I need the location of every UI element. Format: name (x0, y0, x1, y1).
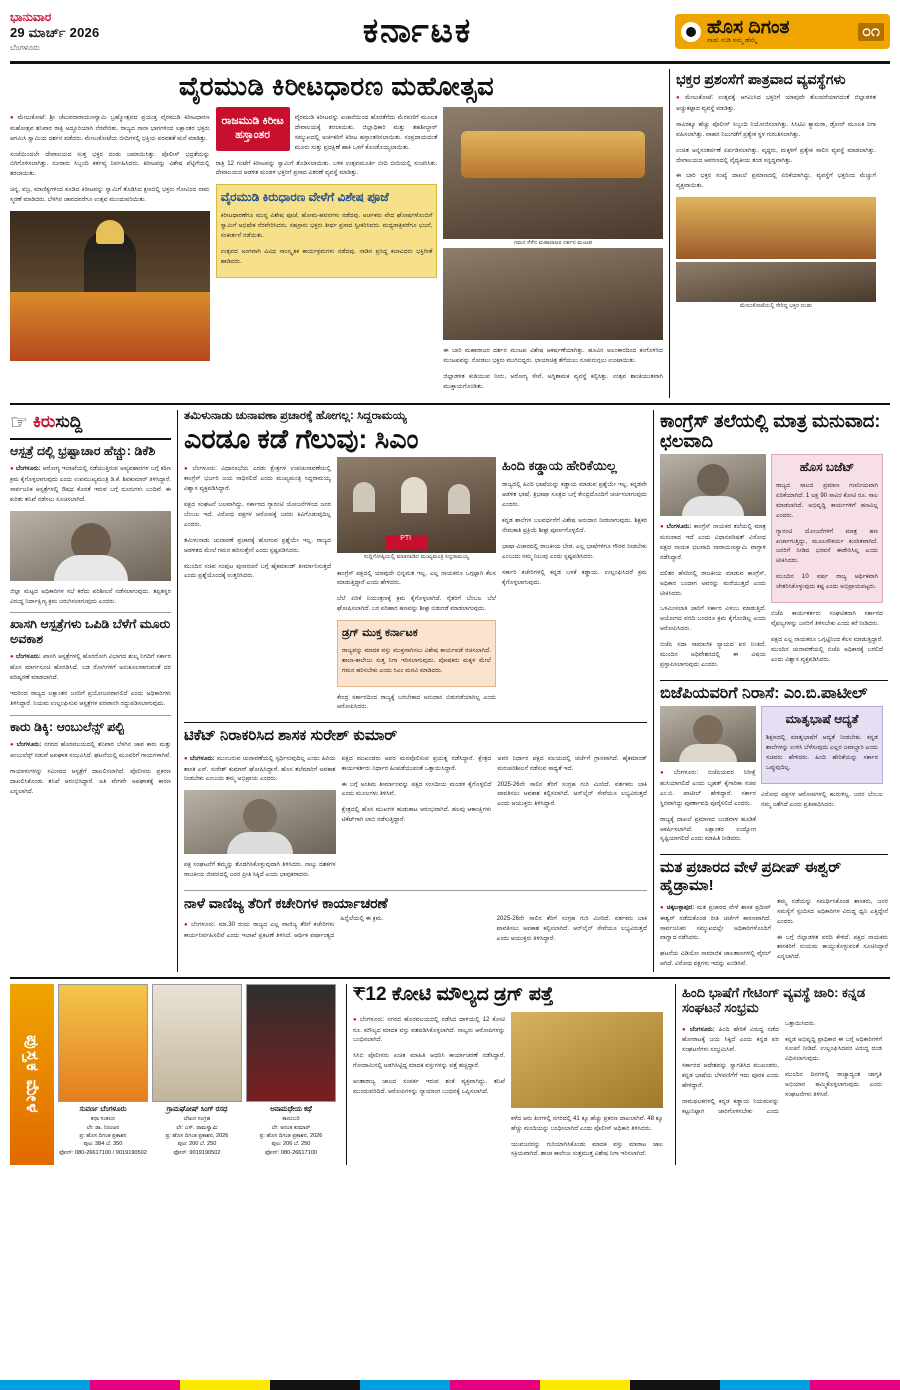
paragraph: ಘಟನೆಯ ವಿಡಿಯೋ ಸಾಮಾಜಿಕ ಜಾಲತಾಣಗಳಲ್ಲಿ ವೈರಲ್ ಆಗಿದೆ. ವಿರೋಧ ಪಕ್ಷಗಳು ಇದನ್ನು ಖಂಡಿಸಿವೆ. (660, 950, 771, 968)
brief-paragraph: ಗಾಯಾಳುಗಳನ್ನು ಸಮೀಪದ ಆಸ್ಪತ್ರೆಗೆ ದಾಖಲಿಸಲಾಗಿದೆ. ಪೊಲೀಸರು ಪ್ರಕರಣ ದಾಖಲಿಸಿಕೊಂಡು ತನಿಖೆ ಆರಂಭಿಸಿದ್ದಾರೆ. ಅತಿ ವೇಗವೇ ಅಪಘಾತಕ್ಕೆ ಕಾರಣ ಎನ್ನಲಾಗಿದೆ. (10, 767, 171, 795)
paragraph: ಹಿಂದಿ ಹೇರಿಕೆ ವಿರುದ್ಧ ನಡೆದ ಹೋರಾಟಕ್ಕೆ ಜಯ ಸಿಕ್ಕಿದೆ ಎಂದು ಕನ್ನಡ ಪರ ಸಂಘಟನೆಗಳು ಸಂಭ್ರಮಿಸಿವೆ. (682, 1025, 779, 1054)
kirusuddi-title-b: ಸುದ್ದಿ (55, 412, 83, 432)
book-cover (58, 984, 148, 1102)
paragraph: ಸಿಸಿಬಿ ಪೊಲೀಸರು ಖಚಿತ ಮಾಹಿತಿ ಆಧರಿಸಿ ಕಾರ್ಯಾಚರಣೆ ನಡೆಸಿದ್ದಾರೆ. ಗೋದಾಮಿನಲ್ಲಿ ಅಡಗಿಸಿಟ್ಟಿದ್ದ ಮಾದಕ ವಸ್ತುಗಳನ್ನು ಪತ್ತೆ ಹಚ್ಚಿದ್ದಾರೆ. (353, 1052, 505, 1070)
paragraph: ಪಕ್ಷ ಸಂಘಟನೆಗೆ ತಮ್ಮನ್ನು ತೊಡಗಿಸಿಕೊಳ್ಳುವುದಾಗಿ ತಿಳಿಸಿದರು. ನಾಲ್ಕು ದಶಕಗಳ ರಾಜಕೀಯ ಜೀವನದಲ್ಲಿ ಜನರ ಪ್ರೀತಿ ಸಿಕ್ಕಿದೆ ಎಂದು ಭಾವುಕರಾದರು. (184, 861, 336, 879)
box-headline: ಹೊಸ ಬಜೆಟ್ (799, 460, 855, 475)
box-headline: ಡ್ರಗ್ ಮುಕ್ತ ಕರ್ನಾಟಕ (342, 627, 418, 640)
box-headline: ವೈರಮುಡಿ ಕಿರುಧಾರಣ ವೇಳೆಗೆ ವಿಶೇಷ ಪೂಜೆ (220, 190, 389, 205)
side-paragraph: ಉಚಿತ ಅನ್ನಸಂತರ್ಪಣೆ ಏರ್ಪಡಿಸಲಾಗಿತ್ತು. ವೃದ್ಧರು, ಮಕ್ಕಳಿಗೆ ಪ್ರತ್ಯೇಕ ಸಾಲಿನ ವ್ಯವಸ್ಥೆ ಮಾಡಲಾಗಿತ್ತು. ದೇವಾಲಯದ ಆವರಣದಲ್ಲಿ ವೈದ್ಯಕೀಯ ತಂಡ ಸನ್ನದ್ಧವಾಗಿತ್ತು. (676, 146, 876, 164)
photo-caption: ಗಮನ ಸೆಳೆದ ಮಹಾರಾಜರ ದರ್ಶನ ಮಂಟಪ (514, 240, 593, 246)
paragraph: ಬಿಜೆಪಿ ಸದಾ ಸಾಮಾಜಿಕ ನ್ಯಾಯದ ಪರ ನಿಂತಿದೆ. ಮುಂದಿನ ಅಧಿವೇಶನದಲ್ಲಿ ಈ ವಿಷಯ ಪ್ರಸ್ತಾಪಿಸಲಾಗುವುದು ಎಂದರು. (660, 641, 766, 668)
book-phone: ಫೋನ್: 080-26617100 / 9019190502 (59, 1149, 147, 1156)
side-headline: ಭಕ್ತರ ಪ್ರಶಂಸೆಗೆ ಪಾತ್ರವಾದ ವ್ಯವಸ್ಥೆಗಳು (676, 71, 846, 87)
kirusuddi-column (10, 410, 178, 972)
bottom-section (10, 977, 890, 1166)
book-pages-price: ಪುಟ: 206 ಬೆ. 250 (271, 1141, 311, 1148)
story-badge: ರಾಜಮುಡಿ ಕಿರೀಟ ಹಸ್ತಾಂತರ (216, 107, 290, 151)
paragraph: ಪಕ್ಷದ ಮುಖಂಡರು ಅವರ ಮನವೊಲಿಸುವ ಪ್ರಯತ್ನ ನಡೆಸಿದ್ದಾರೆ. ಕ್ಷೇತ್ರದ ಕಾರ್ಯಕರ್ತರು ನಿರ್ಧಾರ ಹಿಂಪಡೆಯುವಂತೆ ಒತ್ತಾಯಿಸಿದ್ದಾರೆ. (341, 754, 492, 772)
brief-paragraph: ಖಾಸಗಿ ಆಸ್ಪತ್ರೆಗಳಲ್ಲಿ ಹೊರರೋಗಿ ವಿಭಾಗದ ಶುಲ್ಕ ನಿಗದಿಗೆ ಸರ್ಕಾರ ಹೊಸ ಮಾರ್ಗಸೂಚಿ ಹೊರಡಿಸಿದೆ. ಬಡ ರೋಗಿಗಳಿಗೆ ಅನುಕೂಲವಾಗುವಂತೆ ದರ ಪರಿಷ್ಕರಣೆ ಮಾಡಲಾಗಿದೆ. (10, 653, 171, 681)
brief-paragraph: ನಗರದ ಹೊರವಲಯದಲ್ಲಿ ಶನಿವಾರ ಬೆಳಗಿನ ಜಾವ ಕಾರು ಮತ್ತು ಆಂಬುಲೆನ್ಸ್ ನಡುವೆ ಅಪಘಾತ ಸಂಭವಿಸಿದೆ. ಘಟನೆಯಲ್ಲಿ ಮೂವರಿಗೆ ಗಾಯಗಳಾಗಿವೆ. (10, 741, 172, 759)
politician-photo-suresh-kumar (184, 790, 336, 854)
paragraph: ಈ ಬಗ್ಗೆ ಜಿಲ್ಲಾಡಳಿತ ವರದಿ ಕೇಳಿದೆ. ಪಕ್ಷದ ನಾಯಕರು ಶಾಸಕರಿಗೆ ಸಂಯಮ ಕಾಯ್ದುಕೊಳ್ಳುವಂತೆ ಸೂಚಿಸಿದ್ದಾರೆ ಎನ್ನಲಾಗಿದೆ. (777, 933, 888, 961)
center-paragraph: ರಾಜ್ಯದಲ್ಲಿ ಹಿಂದಿ ಭಾಷೆಯನ್ನು ಕಡ್ಡಾಯ ಮಾಡುವ ಪ್ರಶ್ನೆಯೇ ಇಲ್ಲ. ಕನ್ನಡವೇ ಆಡಳಿತ ಭಾಷೆ. ತ್ರಿಭಾಷಾ ಸೂತ್ರದ ಬಗ್ಗೆ ಕೇಂದ್ರದೊಂದಿಗೆ ಚರ್ಚಿಸಲಾಗುವುದು ಎಂದರು. (501, 481, 647, 509)
drug-story (346, 984, 676, 1166)
lead-column-1 (10, 107, 210, 398)
center-paragraph: ಕಾಂಗ್ರೆಸ್ ಪಕ್ಷದಲ್ಲಿ ಯಾವುದೇ ಭಿನ್ನಮತ ಇಲ್ಲ. ಎಲ್ಲ ನಾಯಕರೂ ಒಗ್ಗಟ್ಟಾಗಿ ಕೆಲಸ ಮಾಡುತ್ತಿದ್ದಾರೆ ಎಂದು ಹೇಳಿದರು. (337, 569, 496, 587)
right-column (660, 410, 888, 972)
box-paragraph: ರಾಜ್ಯವನ್ನು ಮಾದಕ ವಸ್ತು ಮುಕ್ತವಾಗಿಸಲು ವಿಶೇಷ ಕಾರ್ಯಪಡೆ ರಚಿಸಲಾಗಿದೆ. ಶಾಲಾ-ಕಾಲೇಜು ಸುತ್ತ ನಿಗಾ ಇರಿಸಲಾಗುವುದು. ಪೋಷಕರು ಮಕ್ಕಳ ಮೇಲೆ ಗಮನ ಹರಿಸಬೇಕು ಎಂದು ಸಿಎಂ ಮನವಿ ಮಾಡಿದರು. (342, 646, 491, 674)
book-subtitle: ಲೇಖನ ಸಂಗ್ರಹ (183, 1116, 211, 1123)
box-paragraph: ಉತ್ಸವದ ಅಂಗವಾಗಿ ವಿವಿಧ ಸಾಂಸ್ಕೃತಿಕ ಕಾರ್ಯಕ್ರಮಗಳು ನಡೆದವು. ನಾಡಿನ ಪ್ರಸಿದ್ಧ ಕಲಾವಿದರು ಭಕ್ತಿಗೀತೆ ಹಾಡಿದರು. (220, 248, 433, 265)
dateline: ಬೆಂಗಳೂರು: (15, 465, 41, 473)
sun-icon (681, 22, 701, 42)
masthead-day: ಭಾನುವಾರ (10, 10, 52, 24)
brief-paragraph: ಆರೋಗ್ಯ ಇಲಾಖೆಯಲ್ಲಿ ನಡೆಯುತ್ತಿರುವ ಅವ್ಯವಹಾರಗಳ ಬಗ್ಗೆ ಕಠಿಣ ಕ್ರಮ ಕೈಗೊಳ್ಳಲಾಗುವುದು ಎಂದು ಉಪಮುಖ್ಯಮಂತ್ರಿ ಡಿ.ಕೆ. ಶಿವಕುಮಾರ್ ತಿಳಿಸಿದ್ದಾರೆ. ಸಾರ್ವಜನಿಕ ಆಸ್ಪತ್ರೆಗಳಲ್ಲಿ ಔಷಧ ಕೊರತೆ ಇರುವ ಬಗ್ಗೆ ದೂರುಗಳು ಬಂದಿವೆ. ಈ ಕುರಿತು ತನಿಖೆ ನಡೆಸಲು ಸೂಚಿಸಲಾಗಿದೆ. (10, 465, 171, 503)
book-author: ಲೇ: ಎಸ್. ರಾಮಸ್ವಾಮಿ (176, 1124, 218, 1131)
lead-paragraph: ರಾತ್ರಿ 12 ಗಂಟೆಗೆ ಕಿರೀಟವನ್ನು ಸ್ವಾಮಿಗೆ ತೊಡಿಸಲಾಯಿತು. ಬಳಿಕ ಉತ್ಸವಮೂರ್ತಿ ಬೀದಿ ಬೀದಿಯಲ್ಲಿ ಸಂಚರಿಸಿತು. ದೇವಾಲಯದ ಆಡಳಿತ ಮಂಡಳಿ ಭಕ್ತರಿಗೆ ಪ್ರಸಾದ ವಿತರಣೆ ವ್ಯವಸ್ಥೆ ಮಾಡಿತ್ತು. (215, 159, 438, 177)
budget-box (771, 454, 883, 603)
center-col-3 (502, 457, 647, 718)
brief-headline-2: ಖಾಸಗಿ ಆಸ್ಪತ್ರೆಗಳು ಒಪಿಡಿ ಬೆಳೆಗೆ ಮೂರು ಅವಕಾಶ (10, 617, 171, 646)
book-title: ಸುವರ್ಣ ಬೆಂಗಳೂರು (79, 1105, 127, 1113)
paragraph: ದಲಿತರ ಹೆಸರಿನಲ್ಲಿ ರಾಜಕೀಯ ಮಾಡುವ ಕಾಂಗ್ರೆಸ್, ಅಧಿಕಾರ ಬಂದಾಗ ಅವರನ್ನು ಮರೆಯುತ್ತದೆ ಎಂದು ಟೀಕಿಸಿದರು. (660, 569, 766, 597)
lead-section (10, 69, 890, 398)
paragraph: ಮತ ಪ್ರಚಾರದ ವೇಳೆ ಶಾಸಕ ಪ್ರದೀಪ್ ಈಶ್ವರ್ ನಡೆದುಕೊಂಡ ರೀತಿ ಚರ್ಚೆಗೆ ಕಾರಣವಾಗಿದೆ. ಸಾರ್ವಜನಿಕರ ಸಮ್ಮುಖದಲ್ಲೇ ಅಧಿಕಾರಿಗಳೊಂದಿಗೆ ವಾಗ್ವಾದ ನಡೆಸಿದರು. (660, 903, 772, 942)
lead-headline: ವೈರಮುಡಿ ಕಿರೀಟಧಾರಣ ಮಹೋತ್ಸವ (178, 71, 495, 101)
paragraph: ಕ್ಷೇತ್ರದಲ್ಲಿ ಹೊಸ ಮುಖಗಳ ಹುಡುಕಾಟ ಆರಂಭವಾಗಿದೆ. ಹಲವು ಆಕಾಂಕ್ಷಿಗಳು ಟಿಕೆಟ್‌ಗಾಗಿ ಲಾಬಿ ನಡೆಸುತ್ತಿದ್ದಾರೆ. (341, 806, 492, 824)
ad-rail (10, 984, 54, 1166)
side-paragraph: ಸಾವಿರಕ್ಕೂ ಹೆಚ್ಚು ಪೊಲೀಸ್ ಸಿಬ್ಬಂದಿ ನಿಯೋಜಿಸಲಾಗಿತ್ತು. ಸಿಸಿಟಿವಿ ಕ್ಯಾಮರಾ, ಡ್ರೋನ್ ಮೂಲಕ ನಿಗಾ ವಹಿಸಲಾಗಿತ್ತು. ವಾಹನ ನಿಲುಗಡೆಗೆ ಪ್ರತ್ಯೇಕ ಸ್ಥಳ ಗುರುತಿಸಲಾಗಿತ್ತು. (676, 120, 876, 138)
center-headline: ಎರಡೂ ಕಡೆ ಗೆಲುವು: ಸಿಎಂ (184, 423, 419, 454)
suresh-col-1 (184, 748, 336, 887)
suresh-col-3 (497, 748, 647, 887)
book-phone: ಫೋನ್: 9019190502 (173, 1149, 221, 1156)
festival-photo (676, 197, 876, 259)
seized-drugs-photo (511, 1012, 663, 1108)
suresh-kumar-headline: ಟಿಕೆಟ್ ನಿರಾಕರಿಸಿದ ಶಾಸಕ ಸುರೇಶ್ ಕುಮಾರ್ (184, 727, 398, 745)
center-col-2 (337, 457, 496, 718)
center-paragraph: ಪಕ್ಷದ ಸಂಘಟನೆ ಬಲವಾಗಿದ್ದು, ಸರ್ಕಾರದ ಗ್ಯಾರಂಟಿ ಯೋಜನೆಗಳಿಂದ ಜನರ ಬೆಂಬಲ ಇದೆ. ವಿರೋಧ ಪಕ್ಷಗಳ ಆರೋಪಕ್ಕೆ ಜನರು ಕಿವಿಗೊಡುವುದಿಲ್ಲ ಎಂದರು. (184, 501, 332, 528)
chalavadi-headline: ಕಾಂಗ್ರೆಸ್ ತಲೆಯಲ್ಲಿ ಮಾತ್ರ ಮನುವಾದ: ಛಲವಾದಿ (660, 410, 881, 451)
story-kicker: ತಮಿಳುನಾಡು ಚುನಾವಣಾ ಪ್ರಚಾರಕ್ಕೆ ಹೋಗಲ್ಲ: ಸಿದ್ದರಾಮಯ್ಯ (184, 409, 407, 422)
center-paragraph: ಕೇಂದ್ರ ಸರ್ಕಾರದಿಂದ ರಾಜ್ಯಕ್ಕೆ ಬರಬೇಕಾದ ಅನುದಾನ ಬಿಡುಗಡೆಯಾಗಿಲ್ಲ ಎಂದು ಆರೋಪಿಸಿದರು. (337, 693, 496, 711)
book-ads (10, 984, 340, 1166)
kirusuddi-title-a: ಕಿರು (32, 412, 56, 432)
hindi-headline: ಹಿಂದಿ ಕಡ್ಡಾಯ ಹೇರಿಕೆಯಿಲ್ಲ (501, 458, 617, 474)
book-publisher: ಪ್ರ: ಹೊಸ ದಿಗಂತ ಪ್ರಕಾಶನ, 2026 (165, 1132, 229, 1139)
lead-side-story (676, 69, 876, 398)
bottom-right-headline: ಹಿಂದಿ ಭಾಷೆಗೆ ಗೇಟಿಂಗ್ ವ್ಯವಸ್ಥೆ ಜಾರಿ: ಕನ್ನಡ ಸಂಘಟನೆ ಸಂಭ್ರಮ (682, 984, 866, 1015)
pradeep-headline: ಮತ ಪ್ರಚಾರದ ವೇಳೆ ಪ್ರದೀಪ್ ಈಶ್ವರ್ ಹೈಡ್ರಾಮಾ! (660, 859, 842, 894)
paragraph: ● ಬೆಂಗಳೂರು: ಬಿಜೆಪಿಯವರ ನಿರೀಕ್ಷೆ ಹುಸಿಯಾಗಲಿದೆ ಎಂದು ಬೃಹತ್ ಕೈಗಾರಿಕಾ ಸಚಿವ ಎಂ.ಬಿ. ಪಾಟೀಲ್ ಹೇಳಿದ್ದಾರೆ. ಸರ್ಕಾರ ಸ್ಥಿರವಾಗಿದ್ದು ಪೂರ್ಣಾವಧಿ ಪೂರೈಸಲಿದೆ ಎಂದರು. (660, 768, 756, 808)
paragraph: ಈ ಬಗ್ಗೆ ಅಂತಿಮ ತೀರ್ಮಾನವನ್ನು ಪಕ್ಷದ ಸಂಸದೀಯ ಮಂಡಳಿ ಕೈಗೊಳ್ಳಲಿದೆ ಎಂದು ಮೂಲಗಳು ತಿಳಿಸಿವೆ. (341, 780, 492, 798)
paragraph: ಮುಂಬರುವ ಚುನಾವಣೆಯಲ್ಲಿ ಸ್ಪರ್ಧಿಸುವುದಿಲ್ಲ ಎಂದು ಹಿರಿಯ ಶಾಸಕ ಎಸ್. ಸುರೇಶ್ ಕುಮಾರ್ ಘೋಷಿಸಿದ್ದಾರೆ. ಹೊಸ ತಲೆಮಾರಿಗೆ ಅವಕಾಶ ನೀಡಬೇಕು ಎಂಬುದು ತಮ್ಮ ಅಭಿಪ್ರಾಯ ಎಂದರು. (184, 754, 336, 783)
side-paragraph: ಈ ಬಾರಿ ಭಕ್ತರ ಸಂಖ್ಯೆ ದಾಖಲೆ ಪ್ರಮಾಣದಲ್ಲಿ ಏರಿಕೆಯಾಗಿದ್ದು, ವ್ಯವಸ್ಥೆಗೆ ಭಕ್ತರಿಂದ ಮೆಚ್ಚುಗೆ ವ್ಯಕ್ತವಾಯಿತು. (676, 172, 876, 190)
photo-caption: ಮೇಲುಕೋಟೆಯಲ್ಲಿ ಸೇರಿದ್ದ ಭಕ್ತರ ದಂಡು (739, 303, 813, 310)
center-paragraph: ಬೆಲೆ ಏರಿಕೆ ನಿಯಂತ್ರಣಕ್ಕೆ ಕ್ರಮ ಕೈಗೊಳ್ಳಲಾಗಿದೆ. ರೈತರಿಗೆ ಬೆಂಬಲ ಬೆಲೆ ಘೋಷಿಸಲಾಗಿದೆ. ಬರ ಪರಿಹಾರ ಹಣವನ್ನು ಶೀಘ್ರ ಬಿಡುಗಡೆ ಮಾಡಲಾಗುವುದು. (337, 595, 496, 613)
dateline: ಬೆಂಗಳೂರು: (666, 523, 692, 531)
paragraph: ಪಕ್ಷದ ಎಲ್ಲ ನಾಯಕರೂ ಒಗ್ಗಟ್ಟಿನಿಂದ ಕೆಲಸ ಮಾಡುತ್ತಿದ್ದಾರೆ. ಮುಂದಿನ ಚುನಾವಣೆಯಲ್ಲಿ ಬಿಜೆಪಿ ಅಧಿಕಾರಕ್ಕೆ ಬರಲಿದೆ ಎಂದು ವಿಶ್ವಾಸ ವ್ಯಕ್ತಪಡಿಸಿದರು. (771, 635, 883, 663)
devotees-photo (676, 262, 876, 302)
paragraph: ಕನ್ನಡ ಅಭಿವೃದ್ಧಿ ಪ್ರಾಧಿಕಾರ ಈ ಬಗ್ಗೆ ಅಧಿಕಾರಿಗಳಿಗೆ ಸೂಚನೆ ನೀಡಿದೆ. ಉಲ್ಲಂಘಿಸಿದವರ ವಿರುದ್ಧ ದಂಡ ವಿಧಿಸಲಾಗುವುದು. (785, 1035, 882, 1063)
procession-photo (443, 107, 663, 239)
paragraph: ಸರ್ಕಾರದ ಆದೇಶವನ್ನು ಸ್ವಾಗತಿಸಿದ ಮುಖಂಡರು, ಕನ್ನಡ ಭಾಷೆಯ ಬೆಳವಣಿಗೆಗೆ ಇದು ಪೂರಕ ಎಂದು ಹೇಳಿದ್ದಾರೆ. (682, 1062, 779, 1089)
book-ad-2[interactable] (152, 984, 242, 1166)
book-subtitle: ಕಥಾ ಸಂಕಲನ (90, 1116, 116, 1123)
middle-section (10, 403, 890, 972)
tax-office-headline: ನಾಳೆ ವಾಣಿಜ್ಯ ತೆರಿಗೆ ಕಚೇರಿಗಳ ಕಾರ್ಯಾಚರಣೆ (184, 895, 388, 912)
book-author: ಲೇ: ಅನಂತ ಕುಮಾರ್ (271, 1124, 311, 1131)
dateline: ಬೆಂಗಳೂರು: (190, 754, 215, 762)
brief-paragraph: ಜಿಲ್ಲಾ ಮಟ್ಟದ ಅಧಿಕಾರಿಗಳ ಸಭೆ ಕರೆದು ಪರಿಶೀಲನೆ ನಡೆಸಲಾಗುವುದು. ತಪ್ಪಿತಸ್ಥರ ವಿರುದ್ಧ ನಿರ್ದಾಕ್ಷಿಣ್ಯ ಕ್ರಮ ಜರುಗಿಸಲಾಗುವುದು ಎಂದರು. (10, 587, 171, 605)
book-cover (152, 984, 242, 1102)
lead-paragraph: ಜಿಲ್ಲಾಡಳಿತ ಕುಡಿಯುವ ನೀರು, ಆರೋಗ್ಯ ಸೇವೆ, ಅಗ್ನಿಶಾಮಕ ವ್ಯವಸ್ಥೆ ಕಲ್ಪಿಸಿತ್ತು. ಉತ್ಸವ ಶಾಂತಿಯುತವಾಗಿ ಮುಕ್ತಾಯಗೊಂಡಿತು. (443, 372, 663, 390)
lead-paragraph: ಈ ಬಾರಿ ಮಹಾರಾಜರ ದರ್ಶನ ಮಂಟಪ ವಿಶೇಷ ಆಕರ್ಷಣೆಯಾಗಿತ್ತು. ಹೂವಿನ ಅಲಂಕಾರದಿಂದ ಕಂಗೊಳಿಸಿದ ಮಂಟಪವನ್ನು ನೋಡಲು ಭಕ್ತರು ಮುಗಿಬಿದ್ದರು. ಛಾಯಾಚಿತ್ರ ತೆಗೆಯಲು ನೂಕುನುಗ್ಗಲು ಉಂಟಾಯಿತು. (443, 347, 663, 364)
paragraph: ಅವರ ನಿರ್ಧಾರ ಪಕ್ಷದ ವಲಯದಲ್ಲಿ ಚರ್ಚೆಗೆ ಗ್ರಾಸವಾಗಿದೆ. ಹೈಕಮಾಂಡ್ ಮರುಪರಿಶೀಲನೆ ನಡೆಸುವ ಸಾಧ್ಯತೆ ಇದೆ. (497, 754, 647, 772)
politician-photo-mbpatil (660, 706, 756, 762)
box-paragraph: ರಾಜ್ಯದ ಸಾಲದ ಪ್ರಮಾಣ ಗಣನೀಯವಾಗಿ ಏರಿಕೆಯಾಗಿದೆ. 1 ಲಕ್ಷ 90 ಸಾವಿರ ಕೋಟಿ ರೂ. ಸಾಲ ಮಾಡಲಾಗಿದೆ. ಅಭಿವೃದ್ಧಿ ಕಾರ್ಯಗಳಿಗೆ ಹಣವಿಲ್ಲ ಎಂದರು. (776, 482, 878, 519)
lead-paragraph: ಸಂಜೆಯಿಂದಲೇ ದೇವಾಲಯದ ಸುತ್ತ ಭಕ್ತರ ದಂಡು ಜಮಾಯಿಸಿತ್ತು. ಪೊಲೀಸ್ ಭದ್ರತೆಯನ್ನು ಬಿಗಿಗೊಳಿಸಲಾಗಿತ್ತು. ನೂರಾರು ಸಿಬ್ಬಂದಿ ಕರ್ತವ್ಯ ನಿರ್ವಹಿಸಿದರು. ಕಿರೀಟವನ್ನು ವಿಶೇಷ ಪೆಟ್ಟಿಗೆಯಲ್ಲಿ ತರಲಾಯಿತು. (10, 150, 210, 178)
brief-paragraph: ಇದರಿಂದ ರಾಜ್ಯದ ಲಕ್ಷಾಂತರ ಜನರಿಗೆ ಪ್ರಯೋಜನವಾಗಲಿದೆ ಎಂದು ಅಧಿಕಾರಿಗಳು ತಿಳಿಸಿದ್ದಾರೆ. ನಿಯಮ ಉಲ್ಲಂಘಿಸುವ ಆಸ್ಪತ್ರೆಗಳ ಪರವಾನಗಿ ರದ್ದುಪಡಿಸಲಾಗುವುದು. (10, 689, 171, 707)
dateline: ಬೆಂಗಳೂರು: (689, 1025, 715, 1033)
lead-column-2 (216, 107, 438, 398)
drug-free-box (337, 620, 496, 686)
masthead-left (10, 10, 160, 53)
page-number: ೦೧ (858, 23, 884, 41)
page-title: ಕರ್ನಾಟಕ (362, 12, 473, 50)
hindi-gating-story (682, 984, 882, 1166)
box-headline: ಮಾತೃಭಾಷೆ ಆದ್ಯತೆ (785, 712, 859, 727)
ad-rail-text: ಪುಸ್ತಕ ಮೇಳ (23, 1034, 42, 1115)
brief-headline-3: ಕಾರು ಡಿಕ್ಕಿ: ಆಂಬುಲೆನ್ಸ್ ಪಲ್ಟಿ (10, 719, 125, 734)
politician-photo-dkshivakumar (10, 511, 171, 581)
paragraph: 2025-26ನೇ ಸಾಲಿನ ತೆರಿಗೆ ಸಂಗ್ರಹ ಗುರಿ ಮೀರಿದೆ. ವರ್ತಕರು ಬಾಕಿ ಪಾವತಿಸಲು ಅವಕಾಶ ಕಲ್ಪಿಸಲಾಗಿದೆ. ಆನ್‌ಲೈನ್ ಸೇವೆಯೂ ಲಭ್ಯವಿರುತ್ತದೆ ಎಂದು ಆಯುಕ್ತರು ತಿಳಿಸಿದ್ದಾರೆ. (496, 915, 647, 943)
deity-photo (10, 211, 210, 361)
paragraph: ಬಿಜೆಪಿ ಕಾರ್ಯಕರ್ತರು ಸಂಘಟಿತರಾಗಿ ಸರ್ಕಾರದ ವೈಫಲ್ಯಗಳನ್ನು ಜನರಿಗೆ ತಿಳಿಸಬೇಕು ಎಂದು ಕರೆ ನೀಡಿದರು. (771, 610, 883, 628)
dateline: ಬೆಂಗಳೂರು: (16, 653, 41, 661)
box-paragraph: ಗ್ಯಾರಂಟಿ ಯೋಜನೆಗಳಿಗೆ ಮಾತ್ರ ಹಣ ಖರ್ಚಾಗುತ್ತಿದ್ದು, ಮೂಲಸೌಕರ್ಯ ಕುಂಠಿತವಾಗಿದೆ. ಜನರಿಗೆ ನೀಡಿದ ಭರವಸೆ ಈಡೇರಿಸಿಲ್ಲ ಎಂದು ಟೀಕಿಸಿದರು. (776, 527, 878, 565)
mbpatil-headline: ಬಿಜೆಪಿಯವರಿಗೆ ನಿರಾಸೆ: ಎಂ.ಬಿ.ಪಾಟೀಲ್ (660, 684, 868, 702)
center-paragraph: ● ಬೆಂಗಳೂರು: ವಿಧಾನಸಭೆಯ ಎರಡು ಕ್ಷೇತ್ರಗಳ ಉಪಚುನಾವಣೆಯಲ್ಲಿ ಕಾಂಗ್ರೆಸ್ ಭರ್ಜರಿ ಜಯ ಸಾಧಿಸಲಿದೆ ಎಂದು ಮುಖ್ಯಮಂತ್ರಿ ಸಿದ್ದರಾಮಯ್ಯ ವಿಶ್ವಾಸ ವ್ಯಕ್ತಪಡಿಸಿದ್ದಾರೆ. (184, 464, 331, 494)
paragraph: ಕಾಂಗ್ರೆಸ್ ನಾಯಕರ ತಲೆಯಲ್ಲಿ ಮಾತ್ರ ಮನುವಾದ ಇದೆ ಎಂದು ವಿಧಾನಪರಿಷತ್ ವಿರೋಧ ಪಕ್ಷದ ನಾಯಕ ಛಲವಾದಿ ನಾರಾಯಣಸ್ವಾಮಿ ವಾಗ್ದಾಳಿ ನಡೆಸಿದ್ದಾರೆ. (660, 523, 766, 561)
paragraph: ನಾಮಫಲಕಗಳಲ್ಲಿ ಕನ್ನಡ ಕಡ್ಡಾಯ ನಿಯಮವನ್ನು ಕಟ್ಟುನಿಟ್ಟಾಗಿ ಜಾರಿಗೊಳಿಸಬೇಕು ಎಂದು ಒತ್ತಾಯಿಸಿದರು. (682, 1019, 816, 1115)
book-subtitle: ಕಾದಂಬರಿ (282, 1116, 300, 1123)
book-ad-3[interactable] (246, 984, 336, 1166)
press-conference-photo: PTI (337, 457, 496, 553)
lead-paragraph: ವೈರಮುಡಿ ಕಿರೀಟವನ್ನು ಖಜಾನೆಯಿಂದ ಹೊರತೆಗೆದು ಮೆರವಣಿಗೆ ಮೂಲಕ ದೇವಾಲಯಕ್ಕೆ ತರಲಾಯಿತು. ಜಿಲ್ಲಾಧಿಕಾರಿ ಮತ್ತು ತಹಶೀಲ್ದಾರ್ ಸಮ್ಮುಖದಲ್ಲಿ ಅರ್ಚಕರಿಗೆ ಕಿರೀಟ ಹಸ್ತಾಂತರಿಸಲಾಯಿತು. ಸಂಪ್ರದಾಯದಂತೆ ಮೂರು ಸುತ್ತು ಪ್ರದಕ್ಷಿಣೆ ಹಾಕಿ ಒಳಗೆ ಕೊಂಡೊಯ್ಯಲಾಯಿತು. (294, 114, 438, 151)
masthead-date: 29 ಮಾರ್ಚ್ 2026 (10, 25, 100, 40)
center-paragraph: ಸರ್ಕಾರಿ ಕಚೇರಿಗಳಲ್ಲಿ ಕನ್ನಡ ಬಳಕೆ ಕಡ್ಡಾಯ. ಉಲ್ಲಂಘಿಸಿದರೆ ಕ್ರಮ ಕೈಗೊಳ್ಳಲಾಗುವುದು. (501, 568, 647, 586)
center-column (184, 410, 654, 972)
crowd-photo (443, 248, 663, 340)
center-paragraph: ಭಾಷಾ ವಿಚಾರದಲ್ಲಿ ರಾಜಕೀಯ ಬೇಡ. ಎಲ್ಲ ಭಾಷೆಗಳಿಗೂ ಗೌರವ ನೀಡಬೇಕು ಎಂಬುದು ನಮ್ಮ ನಿಲುವು ಎಂದು ಸ್ಪಷ್ಟಪಡಿಸಿದರು. (501, 542, 647, 560)
language-box (761, 706, 883, 783)
suresh-col-2 (342, 748, 492, 887)
paragraph: 2025-26ನೇ ಸಾಲಿನ ತೆರಿಗೆ ಸಂಗ್ರಹ ಗುರಿ ಮೀರಿದೆ. ವರ್ತಕರು ಬಾಕಿ ಪಾವತಿಸಲು ಅವಕಾಶ ಕಲ್ಪಿಸಲಾಗಿದೆ. ಆನ್‌ಲೈನ್ ಸೇವೆಯೂ ಲಭ್ಯವಿರುತ್ತದೆ ಎಂದು ಆಯುಕ್ತರು ತಿಳಿಸಿದ್ದಾರೆ. (497, 780, 647, 808)
box-paragraph: ಕಿರೀಟಧಾರಣೆಗೂ ಮುನ್ನ ವಿಶೇಷ ಪೂಜೆ, ಹೋಮ-ಹವನಗಳು ನಡೆದವು. ಅರ್ಚಕರು ವೇದ ಘೋಷಗಳೊಂದಿಗೆ ಸ್ವಾಮಿಗೆ ಅಭಿಷೇಕ ನೆರವೇರಿಸಿದರು. ಸಹಸ್ರಾರು ಭಕ್ತರು ತೀರ್ಥ ಪ್ರಸಾದ ಸ್ವೀಕರಿಸಿದರು. ಮಧ್ಯರಾತ್ರಿವರೆಗೂ ಭಜನೆ, ಸಂಕೀರ್ತನೆ ನಡೆಯಿತು. (220, 212, 433, 240)
photo-caption: ಸುದ್ದಿಗೋಷ್ಠಿಯಲ್ಲಿ ಮಾತನಾಡಿದ ಮುಖ್ಯಮಂತ್ರಿ ಸಿದ್ದರಾಮಯ್ಯ (363, 554, 470, 561)
book-publisher: ಪ್ರ: ಹೊಸ ದಿಗಂತ ಪ್ರಕಾಶನ, 2026 (259, 1132, 323, 1139)
brief-headline-1: ಆಸ್ಪತ್ರೆ ದಲ್ಲಿ ಭ್ರಷ್ಟಾಚಾರ ಹೆಚ್ಚು: ಡಿಕೆಶಿ (10, 443, 156, 458)
registration-color-bar (0, 1380, 900, 1390)
dateline: ಬೆಂಗಳೂರು: (16, 741, 42, 749)
center-paragraph: ಮುಂದಿನ ಸಚಿವ ಸಂಪುಟ ಪುನಾರಚನೆ ಬಗ್ಗೆ ಹೈಕಮಾಂಡ್ ತೀರ್ಮಾನಿಸುತ್ತದೆ ಎಂದು ಪ್ರಶ್ನೆಯೊಂದಕ್ಕೆ ಉತ್ತರಿಸಿದರು. (184, 562, 332, 580)
side-paragraph: ● ಮೇಲುಕೋಟೆ: ಉತ್ಸವಕ್ಕೆ ಆಗಮಿಸಿದ ಭಕ್ತರಿಗೆ ಯಾವುದೇ ತೊಂದರೆಯಾಗದಂತೆ ಜಿಲ್ಲಾಡಳಿತ ಅಚ್ಚುಕಟ್ಟಾದ ವ್ಯವಸ್ಥೆ ಮಾಡಿತ್ತು. (676, 93, 876, 114)
publication-name: ಹೊಸ ದಿಗಂತ (707, 17, 790, 38)
lead-paragraph: ಚಿನ್ನ, ವಜ್ರ, ಮಾಣಿಕ್ಯಗಳಿಂದ ಕೂಡಿದ ಕಿರೀಟವನ್ನು ಸ್ವಾಮಿಗೆ ತೊಡಿಸಿದ ಕ್ಷಣದಲ್ಲಿ ಭಕ್ತರು ಗೋವಿಂದ ನಾಮ ಸ್ಮರಣೆ ಮಾಡಿದರು. ಬೆಳಗಿನ ಜಾವದವರೆಗೂ ಉತ್ಸವ ಮುಂದುವರಿಯಿತು. (10, 186, 210, 204)
book-pages-price: ಪುಟ: 200 ಬೆ. 250 (177, 1141, 217, 1148)
book-title: ಅನಾಮಧೇಯ ಕಥೆ (270, 1105, 312, 1113)
paragraph: ತಮ್ಮ ನಡೆಯನ್ನು ಸಮರ್ಥಿಸಿಕೊಂಡ ಶಾಸಕರು, ಜನರ ಸಮಸ್ಯೆಗೆ ಸ್ಪಂದಿಸದ ಅಧಿಕಾರಿಗಳ ವಿರುದ್ಧ ಧ್ವನಿ ಎತ್ತಿದ್ದೇನೆ ಎಂದರು. (777, 897, 888, 925)
publication-tagline: ನಾಡು ನುಡಿ ನಮ್ಮ ಹೆಮ್ಮೆ (707, 37, 758, 44)
paragraph: ಮುಂದಿನ ದಿನಗಳಲ್ಲಿ ರಾಜ್ಯಾದ್ಯಂತ ಜಾಗೃತಿ ಅಭಿಯಾನ ಹಮ್ಮಿಕೊಳ್ಳಲಾಗುವುದು ಎಂದು ಸಂಘಟನೆಗಳು ತಿಳಿಸಿವೆ. (785, 1071, 882, 1098)
paragraph: ರಾಜ್ಯಕ್ಕೆ ದಾಖಲೆ ಪ್ರಮಾಣದ ಬಂಡವಾಳ ಹೂಡಿಕೆ ಆಕರ್ಷಿಸಲಾಗಿದೆ. ಲಕ್ಷಾಂತರ ಉದ್ಯೋಗ ಸೃಷ್ಟಿಯಾಗಲಿದೆ ಎಂದು ಮಾಹಿತಿ ನೀಡಿದರು. (660, 815, 756, 843)
paragraph: ವಿರೋಧ ಪಕ್ಷಗಳ ಆರೋಪಗಳಲ್ಲಿ ಹುರುಳಿಲ್ಲ. ಜನರ ಬೆಂಬಲ ನಮ್ಮ ಜತೆಗಿದೆ ಎಂದು ಪ್ರತಿಪಾದಿಸಿದರು. (761, 790, 883, 808)
paragraph: ಯುವಜನರನ್ನು ಗುರಿಯಾಗಿಸಿಕೊಂಡು ಮಾದಕ ವಸ್ತು ಮಾರಾಟ ಜಾಲ ಸಕ್ರಿಯವಾಗಿದೆ. ಶಾಲಾ ಕಾಲೇಜು ಸುತ್ತಮುತ್ತ ವಿಶೇಷ ನಿಗಾ ಇರಿಸಲಾಗಿದೆ. (511, 1140, 663, 1158)
paragraph: ● ಬೆಂಗಳೂರು: ನಗರದ ಹೊರವಲಯದಲ್ಲಿ ನಡೆಸಿದ ದಾಳಿಯಲ್ಲಿ 12 ಕೋಟಿ ರೂ. ಮೌಲ್ಯದ ಮಾದಕ ವಸ್ತು ವಶಪಡಿಸಿಕೊಳ್ಳಲಾಗಿದೆ. ನಾಲ್ವರು ಆರೋಪಿಗಳನ್ನು ಬಂಧಿಸಲಾಗಿದೆ. (353, 1015, 505, 1045)
book-title: ಗ್ರಾಮಘೋಷ್ ಸಿಂಗ್ ರಸಧ (166, 1105, 228, 1113)
box-paragraph: ಶಿಕ್ಷಣದಲ್ಲಿ ಮಾತೃಭಾಷೆಗೆ ಆದ್ಯತೆ ನೀಡಬೇಕು. ಕನ್ನಡ ಶಾಲೆಗಳನ್ನು ಉಳಿಸಿ ಬೆಳೆಸುವುದು ಎಲ್ಲರ ಜವಾಬ್ದಾರಿ ಎಂದು ಸಚಿವರು ಹೇಳಿದರು. ಹಿಂದಿ ಹೇರಿಕೆಯನ್ನು ಸರ್ಕಾರ ಒಪ್ಪುವುದಿಲ್ಲ. (766, 734, 878, 771)
masthead (10, 6, 890, 64)
lead-column-3 (443, 107, 663, 398)
center-col-1 (184, 457, 331, 718)
book-ad-1[interactable] (58, 984, 148, 1166)
paragraph: ಅಂತಾರಾಜ್ಯ ಜಾಲದ ಸಂಪರ್ಕ ಇರುವ ಶಂಕೆ ವ್ಯಕ್ತವಾಗಿದ್ದು, ತನಿಖೆ ಮುಂದುವರಿದಿದೆ. ಆರೋಪಿಗಳನ್ನು ನ್ಯಾಯಾಂಗ ಬಂಧನಕ್ಕೆ ಒಪ್ಪಿಸಲಾಗಿದೆ. (353, 1078, 505, 1095)
book-cover (246, 984, 336, 1102)
paragraph: ● ಬೆಂಗಳೂರು: ಮಾ.30 ರಂದು ರಾಜ್ಯದ ಎಲ್ಲ ವಾಣಿಜ್ಯ ತೆರಿಗೆ ಕಚೇರಿಗಳು ಕಾರ್ಯನಿರ್ವಹಿಸಲಿವೆ ಎಂದು ಇಲಾಖೆ ಪ್ರಕಟಣೆ ತಿಳಿಸಿದೆ. ಆರ್ಥಿಕ ವರ್ಷಾಂತ್ಯದ ಹಿನ್ನೆಲೆಯಲ್ಲಿ ಈ ಕ್ರಮ. (184, 914, 491, 944)
book-phone: ಫೋನ್: 080-26617100 (265, 1149, 317, 1156)
lead-paragraph: ● ಮೇಲುಕೋಟೆ: ಶ್ರೀ ಚೆಲುವನಾರಾಯಣಸ್ವಾಮಿ ಬ್ರಹ್ಮೋತ್ಸವದ ಪ್ರಯುಕ್ತ ವೈರಮುಡಿ ಕಿರೀಟಧಾರಣ ಮಹೋತ್ಸವ ಶನಿವಾರ ರಾತ್ರಿ ಅದ್ದೂರಿಯಾಗಿ ನೆರವೇರಿತು. ರಾಜ್ಯದ ನಾನಾ ಭಾಗಗಳಿಂದ ಲಕ್ಷಾಂತರ ಭಕ್ತರು ಆಗಮಿಸಿ ಸ್ವಾಮಿಯ ದರ್ಶನ ಪಡೆದರು. ಮೇಲುಕೋಟೆಯ ಬೀದಿಗಳಲ್ಲಿ ಭಕ್ತಿಯ ಪರವಶತೆ ಮನೆ ಮಾಡಿತ್ತು. (10, 113, 210, 143)
box-paragraph: ಮುಂದಿನ 10 ವರ್ಷ ರಾಜ್ಯ ಆರ್ಥಿಕವಾಗಿ ಚೇತರಿಸಿಕೊಳ್ಳುವುದು ಕಷ್ಟ ಎಂದು ಅಭಿಪ್ರಾಯಪಟ್ಟರು. (776, 573, 878, 591)
paragraph: ಒಳಮೀಸಲಾತಿ ಜಾರಿಗೆ ಸರ್ಕಾರ ವಿಳಂಬ ಮಾಡುತ್ತಿದೆ. ಆಯೋಗದ ವರದಿ ಬಂದರೂ ಕ್ರಮ ಕೈಗೊಂಡಿಲ್ಲ ಎಂದು ಆರೋಪಿಸಿದರು. (660, 605, 766, 633)
drug-headline: ₹12 ಕೋಟಿ ಮೌಲ್ಯದ ಡ್ರಗ್ ಪತ್ತೆ (353, 983, 554, 1005)
dateline: ಚಿಕ್ಕಬಳ್ಳಾಪುರ: (666, 903, 695, 911)
book-pages-price: ಪುಟ: 384 ಬೆ. 350 (83, 1141, 123, 1148)
sidebar-box-pooja (216, 184, 438, 277)
paragraph: ಕಳೆದ ಆರು ತಿಂಗಳಲ್ಲಿ ನಗರದಲ್ಲಿ 41 ಕ್ಕೂ ಹೆಚ್ಚು ಪ್ರಕರಣ ದಾಖಲಾಗಿವೆ. 48 ಕ್ಕೂ ಹೆಚ್ಚು ಮಂದಿಯನ್ನು ಬಂಧಿಸಲಾಗಿದೆ ಎಂದು ಪೊಲೀಸ್ ಅಧಿಕಾರಿ ತಿಳಿಸಿದರು. (511, 1114, 663, 1132)
center-paragraph: ಕನ್ನಡ ಶಾಲೆಗಳ ಬಲವರ್ಧನೆಗೆ ವಿಶೇಷ ಅನುದಾನ ನೀಡಲಾಗುವುದು. ಶಿಕ್ಷಕರ ನೇಮಕಾತಿ ಪ್ರಕ್ರಿಯೆ ಶೀಘ್ರ ಪೂರ್ಣಗೊಳ್ಳಲಿದೆ. (501, 517, 647, 534)
kirusuddi-header (10, 410, 171, 440)
pointing-hand-icon: ☞ (10, 411, 28, 434)
politician-photo-chalavadi (660, 454, 766, 516)
masthead-place: ಬೆಂಗಳೂರು (10, 43, 40, 52)
book-author: ಲೇ: ಡಾ. ನಿರಂಜನ (86, 1124, 120, 1131)
center-paragraph: ತಮಿಳುನಾಡು ಚುನಾವಣೆ ಪ್ರಚಾರಕ್ಕೆ ಹೋಗುವ ಪ್ರಶ್ನೆಯೇ ಇಲ್ಲ. ರಾಜ್ಯದ ಆಡಳಿತದ ಮೇಲೆ ಗಮನ ಹರಿಸುತ್ತೇನೆ ಎಂದು ಸ್ಪಷ್ಟಪಡಿಸಿದರು. (184, 536, 332, 554)
publication-logo (675, 14, 890, 49)
book-publisher: ಪ್ರ: ಹೊಸ ದಿಗಂತ ಪ್ರಕಾಶನ (79, 1132, 127, 1139)
lead-main (10, 69, 670, 398)
